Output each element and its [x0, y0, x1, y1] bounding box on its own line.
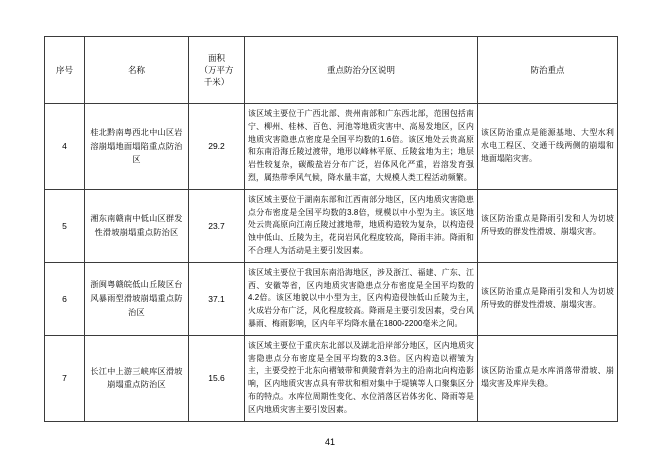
table-header-row — [45, 37, 618, 104]
row-sequence: 6 — [45, 262, 85, 335]
table-header — [45, 37, 618, 104]
header-description: 重点防治分区说明 — [245, 37, 478, 104]
row-sequence: 7 — [45, 335, 85, 421]
table-row — [45, 104, 618, 190]
row-focus: 该区防治重点是降雨引发和人为切坡所导致的群发性滑坡、崩塌灾害。 — [478, 262, 618, 335]
row-description: 该区域主要位于重庆东北部以及湖北沿岸部分地区，区内地质灾害隐患点分布密度是全国平均数的3.3倍。区内构造以褶皱为主，主要受控于北东向褶皱带和黄陵背斜为主的沿南北向构造影响，区内地质灾害点具有带状和相对集中于堤镇等人口聚集区分布的特点。水库位周期性变化、水位消落区岩体劣化、降雨等是区内地质灾害主要引发因素。 — [245, 335, 478, 421]
table-row — [45, 335, 618, 421]
row-area: 23.7 — [189, 189, 245, 262]
header-area-line3: 千米） — [203, 77, 230, 88]
header-area-line2: （万平方 — [199, 64, 234, 75]
geohazard-zone-table-container — [44, 36, 617, 422]
row-area: 15.6 — [189, 335, 245, 421]
row-focus: 该区防治重点是降雨引发和人为切坡所导致的群发性滑坡、崩塌灾害。 — [478, 189, 618, 262]
row-focus: 该区防治重点是水库消落带滑坡、崩塌灾害及库岸失稳。 — [478, 335, 618, 421]
row-sequence: 4 — [45, 104, 85, 190]
header-area-line1: 面积 — [207, 52, 225, 63]
page-number: 41 — [324, 437, 335, 447]
row-description: 该区域主要位于湖南东部和江西南部分地区，区内地质灾害隐患点分布密度是全国平均数的3.8倍，规模以中小型为主。该区地处云贵高原向江南丘陵过渡地带，地质构造较为复杂，以构造侵蚀中低山、丘陵为主，花岗岩风化程度较高，降雨丰沛。降雨和不合理人为活动是主要引发因素。 — [245, 189, 478, 262]
row-name: 桂北黔南粤西北中山区岩溶崩塌地面塌陷重点防治区 — [85, 104, 189, 190]
row-description: 该区域主要位于广西北部、贵州南部和广东西北部，范围包括南宁、柳州、桂林、百色、河池等地质灾害中、高易发地区，区内地质灾害隐患点密度是全国平均数的1.6倍。该区地处云贵高原和东南沿海丘陵过渡带，地形以峰林平原、丘陵盆地为主；地层岩性较复杂，碳酸盐岩分布广泛，岩体风化严重，岩溶发育强烈，属热带季风气候，降水量丰富，大规模人类工程活动频繁。 — [245, 104, 478, 190]
row-sequence: 5 — [45, 189, 85, 262]
header-focus: 防治重点 — [478, 37, 618, 104]
table-body — [45, 104, 618, 422]
row-description: 该区域主要位于我国东南沿海地区，涉及浙江、福建、广东、江西、安徽等省，区内地质灾害隐患点分布密度是全国平均数的4.2倍。该区地貌以中小型为主，区内构造侵蚀低山丘陵为主，火成岩分布广泛，风化程度较高。降雨是主要引发因素，受台风暴雨、梅雨影响，区内年平均降水量在1800-2200毫米之间。 — [245, 262, 478, 335]
geohazard-zone-table — [44, 36, 618, 422]
header-seq: 序号 — [45, 37, 85, 104]
row-name: 湘东南赣南中低山区群发性滑坡崩塌重点防治区 — [85, 189, 189, 262]
row-area: 29.2 — [189, 104, 245, 190]
row-name: 浙闽粤赣皖低山丘陵区台风暴雨型滑坡崩塌重点防治区 — [85, 262, 189, 335]
table-row — [45, 189, 618, 262]
table-row — [45, 262, 618, 335]
header-area — [189, 37, 245, 104]
row-focus: 该区防治重点是能源基地、大型水利水电工程区、交通干线两侧的崩塌和地面塌陷灾害。 — [478, 104, 618, 190]
row-area: 37.1 — [189, 262, 245, 335]
header-name: 名称 — [85, 37, 189, 104]
row-name: 长江中上游三峡库区滑坡崩塌重点防治区 — [85, 335, 189, 421]
